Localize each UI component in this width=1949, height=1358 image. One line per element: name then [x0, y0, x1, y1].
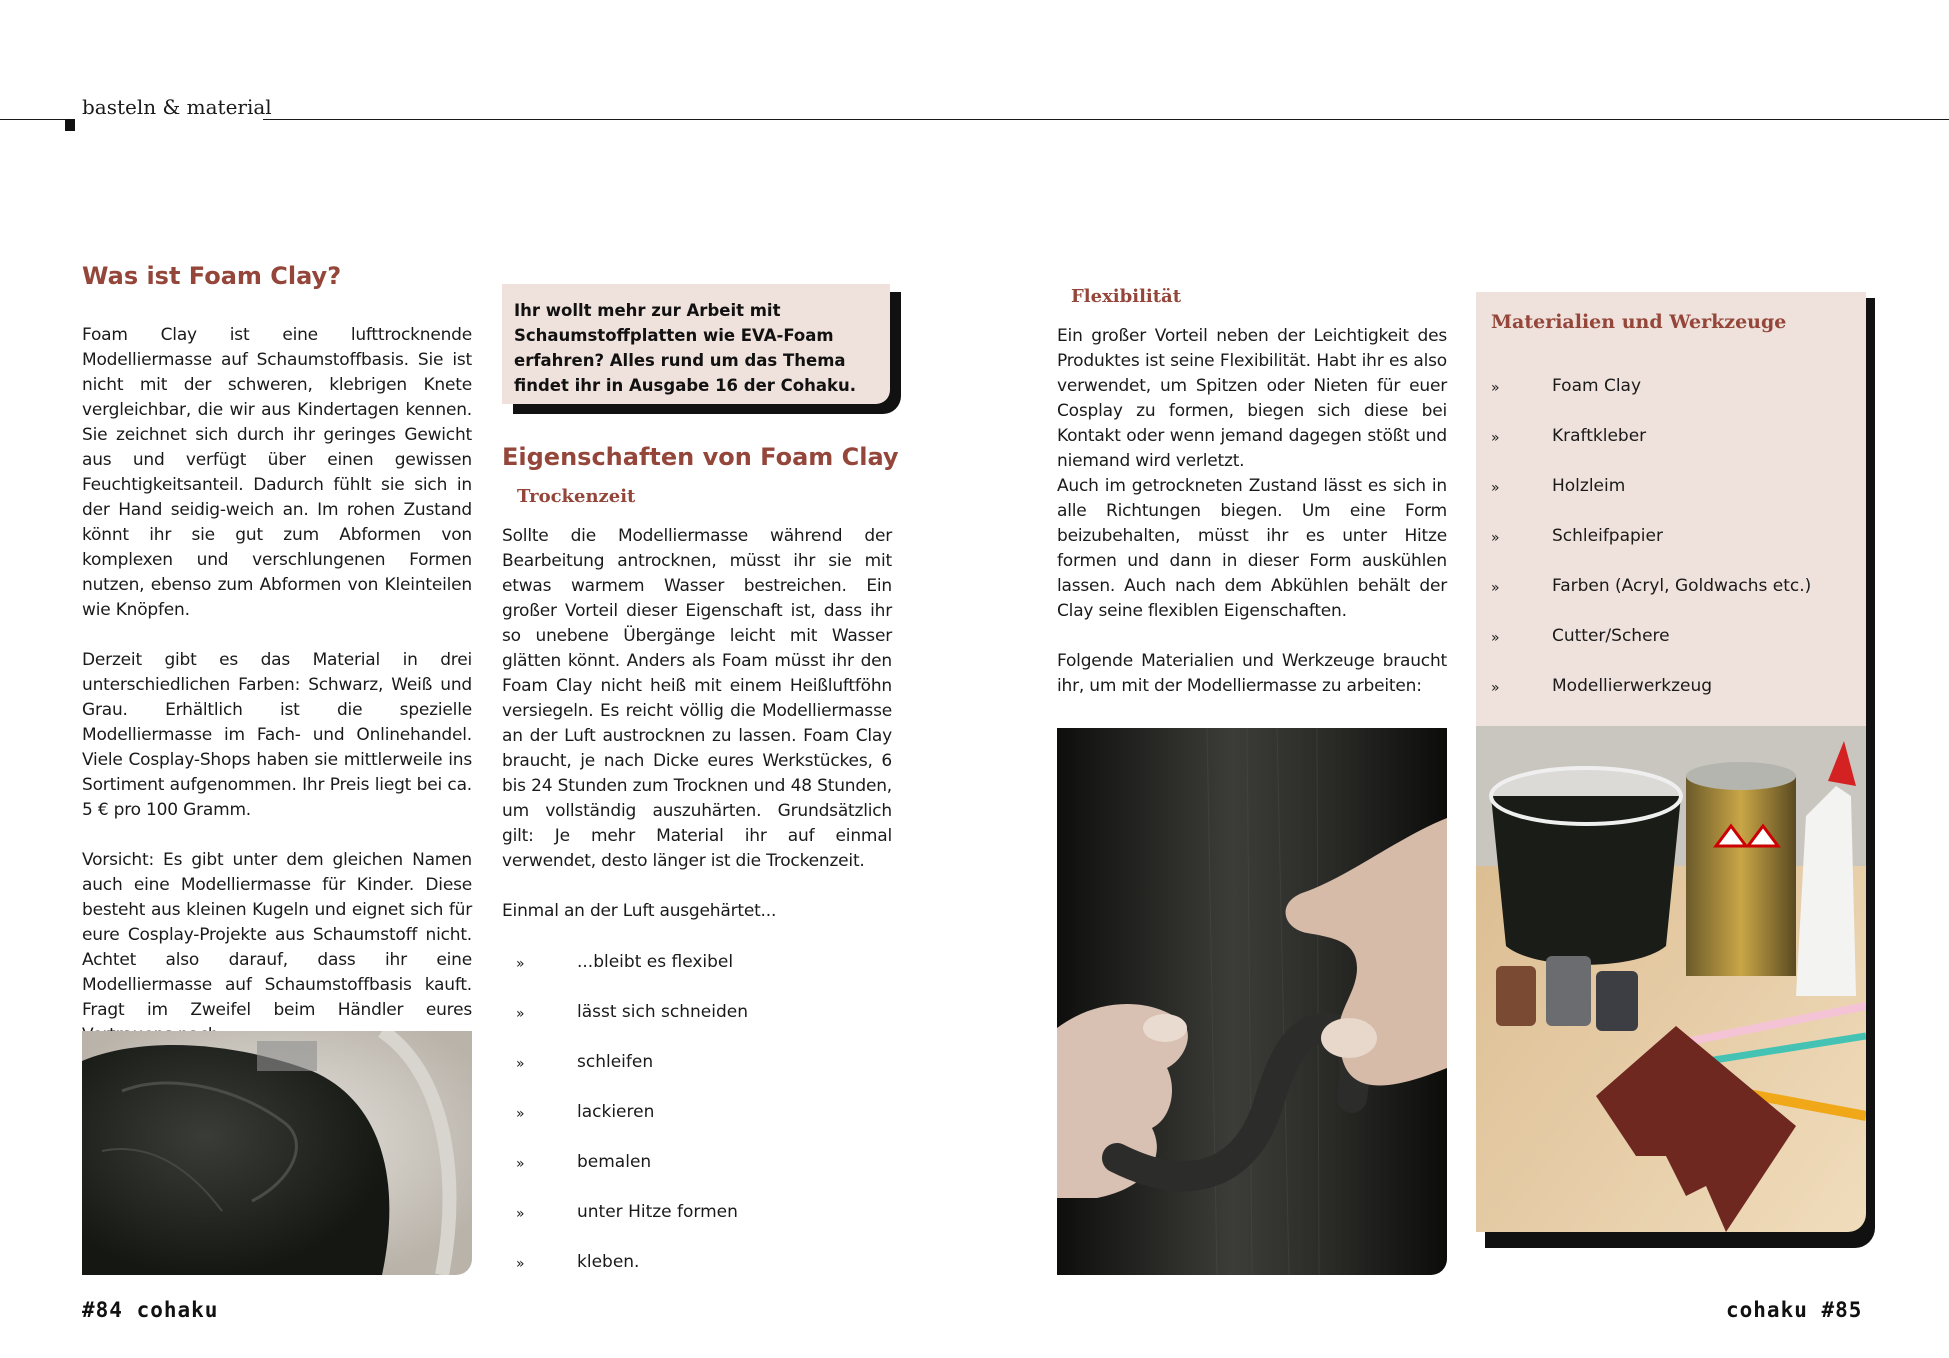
- col2-paragraph: Sollte die Modelliermasse während der Bearbeitung antrocknen, müsst ihr sie mit etwas warmem Wasser bestreichen. Ein großer Vorteil dieser Eigenschaft ist, dass ihr so unebene Übergänge leicht mit Wasser glätten könnt. Anders als Foam müsst ihr den Foam Clay nicht heiß mit einem Heißluftföhn versiegeln. Es reicht völlig die Modelliermasse an der Luft austrocknen zu lassen. Foam Clay braucht, je nach Dicke eures Werkstückes, 6 bis 24 Stunden zum Trocknen und 48 Stunden, um vollständig auszuhärten. Grundsätzlich gilt: Je mehr Material ihr auf einmal verwendet, desto länger ist die Trockenzeit.: [502, 526, 892, 871]
- header-rule-left: [0, 119, 66, 120]
- bullet-icon: »: [1491, 630, 1500, 646]
- bullet-icon: »: [1491, 380, 1500, 396]
- foam-clay-bucket-photo: [82, 1031, 472, 1275]
- list-item-label: lässt sich schneiden: [577, 1002, 748, 1022]
- header-rule-right: [263, 119, 1949, 120]
- bullet-icon: »: [1491, 580, 1500, 596]
- list-item-label: Kraftkleber: [1552, 426, 1647, 446]
- header-marker: [65, 119, 75, 131]
- bullet-icon: »: [516, 1106, 525, 1122]
- list-item-label: bemalen: [577, 1152, 652, 1172]
- section-title: basteln & material: [82, 95, 272, 119]
- bullet-icon: »: [1491, 530, 1500, 546]
- list-item: [1491, 624, 1861, 674]
- bullet-icon: »: [516, 1206, 525, 1222]
- heading-was-ist-foam-clay: Was ist Foam Clay?: [82, 262, 342, 290]
- subheading-flexibilitaet: Flexibilität: [1071, 286, 1182, 307]
- list-item: [1491, 674, 1861, 724]
- bullet-icon: »: [1491, 480, 1500, 496]
- list-item: [1491, 424, 1861, 474]
- materials-tools-photo: [1476, 726, 1866, 1232]
- col1-paragraph-2: Derzeit gibt es das Material in drei unterschiedlichen Farben: Schwarz, Weiß und Grau. Erhältlich ist die spezielle Modelliermasse im Fach- und Onlinehandel. Viele Cosplay-Shops haben sie mittlerweile ins Sortiment aufgenommen. Ihr Preis liegt bei ca. 5 € pro 100 Gramm.: [82, 650, 472, 820]
- list-item: [516, 950, 896, 1000]
- col1-paragraph-1: Foam Clay ist eine lufttrocknende Modelliermasse auf Schaumstoffbasis. Sie ist nicht mit der schweren, klebrigen Knete vergleichbar, die wir aus Kindertagen kennen. Sie zeichnet sich durch ihr geringes Gewicht aus und verfügt über einen gewissen Feuchtigkeitsanteil. Dadurch fühlt sie sich in der Hand seidig-weich an. Im rohen Zustand könnt ihr sie gut zum Abformen von komplexen und verschlungenen Formen nutzen, ebenso zum Abformen von Kleinteilen wie Knöpfen.: [82, 325, 472, 620]
- list-item-label: Foam Clay: [1552, 376, 1642, 396]
- list-item-label: kleben.: [577, 1252, 640, 1272]
- list-item: [1491, 374, 1861, 424]
- col3-text: [1057, 324, 1447, 699]
- bullet-icon: »: [516, 1006, 525, 1022]
- list-item-label: Farben (Acryl, Goldwachs etc.): [1552, 576, 1812, 596]
- col3-paragraph-3: Folgende Materialien und Werkzeuge braucht ihr, um mit der Modelliermasse zu arbeiten:: [1057, 651, 1447, 696]
- list-item: [516, 1000, 896, 1050]
- list-item-label: Holzleim: [1552, 476, 1626, 496]
- info-callout: Ihr wollt mehr zur Arbeit mit Schaumstoffplatten wie EVA-Foam erfahren? Alles rund um das Thema findet ihr in Ausgabe 16 der Cohaku.: [502, 284, 890, 404]
- list-item-label: lackieren: [577, 1102, 655, 1122]
- bullet-icon: »: [516, 1256, 525, 1272]
- list-item: [516, 1100, 896, 1150]
- properties-list: [516, 950, 896, 1300]
- bullet-icon: »: [1491, 680, 1500, 696]
- materials-list: [1491, 374, 1861, 724]
- list-item: [1491, 574, 1861, 624]
- list-item-label: unter Hitze formen: [577, 1202, 738, 1222]
- page-number-left: #84 cohaku: [82, 1298, 219, 1322]
- col3-paragraph-1: Ein großer Vorteil neben der Leichtigkeit des Produktes ist seine Flexibilität. Habt ihr es also verwendet, um Spitzen oder Nieten für euer Cosplay zu formen, biegen sich diese bei Kontakt oder wenn jemand dagegen stößt und niemand wird verletzt.: [1057, 326, 1447, 471]
- page-number-right: cohaku #85: [1726, 1298, 1863, 1322]
- list-item: [1491, 474, 1861, 524]
- list-item-label: Cutter/Schere: [1552, 626, 1670, 646]
- col2-text: [502, 524, 892, 924]
- list-item-label: schleifen: [577, 1052, 654, 1072]
- col3-paragraph-2: Auch im getrockneten Zustand lässt es sich in alle Richtungen biegen. Um eine Form beizubehalten, müsst ihr es unter Hitze formen und dann in dieser Form auskühlen lassen. Auch nach dem Abkühlen behält der Clay seine flexiblen Eigenschaften.: [1057, 476, 1447, 621]
- subheading-trockenzeit: Trockenzeit: [517, 486, 636, 507]
- bullet-icon: »: [516, 1156, 525, 1172]
- col1-paragraph-3: Vorsicht: Es gibt unter dem gleichen Namen auch eine Modelliermasse für Kinder. Diese besteht aus kleinen Kugeln und eignet sich für eure Cosplay-Projekte aus Schaumstoff nicht. Achtet also darauf, dass ihr eine Modelliermasse auf Schaumstoffbasis kauft. Fragt im Zweifel beim Händler eures: [82, 850, 472, 1020]
- bullet-icon: »: [516, 956, 525, 972]
- list-item-label: Modellierwerkzeug: [1552, 676, 1713, 696]
- sidebar-heading: Materialien und Werkzeuge: [1491, 311, 1787, 333]
- list-item-label: ...bleibt es flexibel: [577, 952, 734, 972]
- bending-foam-clay-photo: [1057, 728, 1447, 1275]
- bullet-icon: »: [1491, 430, 1500, 446]
- col2-intro: Einmal an der Luft ausgehärtet...: [502, 901, 777, 921]
- materials-sidebar: [1476, 292, 1866, 726]
- bullet-icon: »: [516, 1056, 525, 1072]
- list-item: [516, 1200, 896, 1250]
- list-item: [516, 1050, 896, 1100]
- col1-text: [82, 323, 472, 1048]
- list-item: [1491, 524, 1861, 574]
- heading-eigenschaften: Eigenschaften von Foam Clay: [502, 443, 899, 471]
- list-item-label: Schleifpapier: [1552, 526, 1663, 546]
- list-item: [516, 1250, 896, 1300]
- list-item: [516, 1150, 896, 1200]
